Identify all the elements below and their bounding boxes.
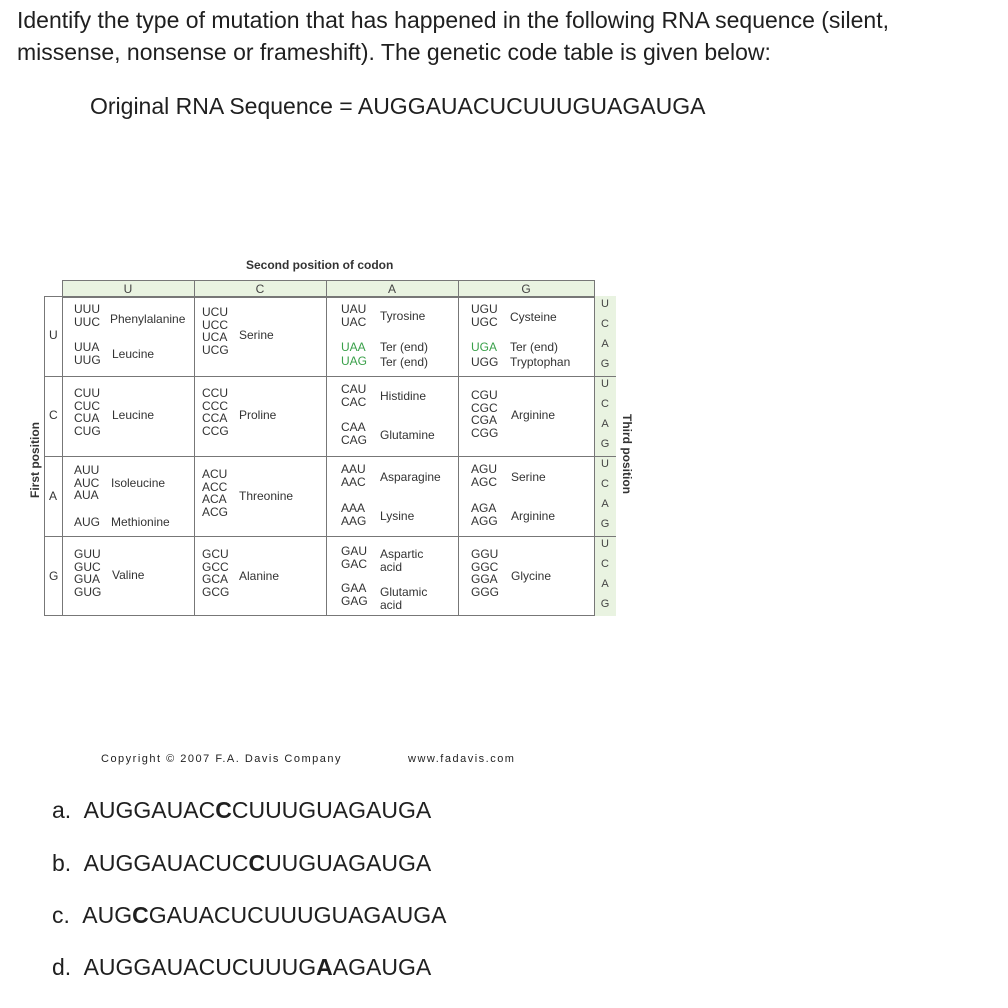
option-b-bold: C xyxy=(248,850,266,876)
option-b-pre: AUGGAUACUC xyxy=(83,850,249,876)
codons-cau-cac: CAU CAC xyxy=(341,382,367,409)
first-letter-c: C xyxy=(49,408,58,422)
codons-au: AUU AUC AUA xyxy=(74,463,100,502)
third-letter: G xyxy=(600,598,610,610)
option-d-bold: A xyxy=(316,954,333,980)
codons-ac: ACU ACC ACA ACG xyxy=(202,467,229,519)
third-letter: C xyxy=(601,478,609,490)
codon-ugg: UGG xyxy=(471,355,499,369)
codons-agu-agc: AGU AGC xyxy=(471,462,498,489)
codons-gaa-gag: GAA GAG xyxy=(341,581,368,608)
third-letter: C xyxy=(601,318,609,330)
codons-gc: GCU GCC GCA GCG xyxy=(202,547,230,599)
option-b-post: UUGUAGAUGA xyxy=(265,850,432,876)
aa-histidine: Histidine xyxy=(380,389,427,403)
third-letter: U xyxy=(601,458,609,470)
aa-asparagine: Asparagine xyxy=(380,470,441,484)
codon-uag: UAG xyxy=(341,354,368,368)
option-a-post: CUUUGUAGAUGA xyxy=(231,797,432,823)
third-letter: A xyxy=(601,578,609,590)
codons-gau-gac: GAU GAC xyxy=(341,544,368,571)
aa-proline: Proline xyxy=(239,408,277,422)
option-d-post: AGAUGA xyxy=(332,954,432,980)
aa-arginine-a: Arginine xyxy=(511,509,556,523)
codons-uau-uac: UAU UAC xyxy=(341,302,367,329)
aa-ter-uag: Ter (end) xyxy=(380,355,429,369)
option-c-letter: c. xyxy=(52,902,70,928)
aa-ter-uaa: Ter (end) xyxy=(380,340,429,354)
third-letter: G xyxy=(600,438,610,450)
option-a-bold: C xyxy=(215,797,232,823)
first-position-label: First position xyxy=(28,422,42,498)
codons-cu: CUU CUC CUA CUG xyxy=(74,386,101,438)
aa-phenylalanine: Phenylalanine xyxy=(110,312,186,326)
website-text: www.fadavis.com xyxy=(408,753,516,765)
option-a[interactable] xyxy=(52,795,431,825)
first-letter-a: A xyxy=(49,489,58,503)
option-d[interactable] xyxy=(52,952,431,982)
third-position-label: Third position xyxy=(620,414,634,494)
codons-caa-cag: CAA CAG xyxy=(341,420,368,447)
original-sequence: Original RNA Sequence = AUGGAUACUCUUUGUAGAUGA xyxy=(90,93,706,119)
codons-cc: CCU CCC CCA CCG xyxy=(202,386,229,438)
aa-ter-uga: Ter (end) xyxy=(510,340,559,354)
aa-tryptophan: Tryptophan xyxy=(510,355,571,369)
codons-uua-uug: UUA UUG xyxy=(74,340,101,367)
codons-gu: GUU GUC GUA GUG xyxy=(74,547,102,599)
option-c-bold: C xyxy=(132,902,149,928)
codons-aau-aac: AAU AAC xyxy=(341,462,366,489)
question-text: Identify the type of mutation that has happened in the following RNA sequence (silent, missense, nonsense or frameshift). The genetic code table is given below: xyxy=(17,7,890,65)
third-letter: A xyxy=(601,338,609,350)
table-title: Second position of codon xyxy=(246,258,394,272)
second-header-u: U xyxy=(62,280,194,298)
option-a-letter: a. xyxy=(52,797,72,823)
codon-aug: AUG xyxy=(74,515,101,529)
aa-alanine: Alanine xyxy=(239,569,280,583)
aa-threonine: Threonine xyxy=(239,489,294,503)
option-c-pre: AUG xyxy=(82,902,133,928)
aa-glutamine: Glutamine xyxy=(380,428,435,442)
option-b-letter: b. xyxy=(52,850,72,876)
third-letter: G xyxy=(600,358,610,370)
third-letter: U xyxy=(601,538,609,550)
option-d-pre: AUGGAUACUCUUUG xyxy=(83,954,317,980)
codons-uuu-uuc: UUU UUC xyxy=(74,302,100,329)
aa-valine: Valine xyxy=(112,568,145,582)
codons-cg: CGU CGC CGA CGG xyxy=(471,388,499,440)
third-letter: A xyxy=(601,418,609,430)
third-letter: C xyxy=(601,398,609,410)
aa-cysteine: Cysteine xyxy=(510,310,557,324)
codons-aga-agg: AGA AGG xyxy=(471,501,498,528)
codons-ugu-ugc: UGU UGC xyxy=(471,302,498,329)
aa-aspartic-acid: Aspartic acid xyxy=(380,547,424,574)
third-letter: C xyxy=(601,558,609,570)
first-letter-g: G xyxy=(49,569,59,583)
codon-uaa: UAA xyxy=(341,340,366,354)
aa-tyrosine: Tyrosine xyxy=(380,309,426,323)
first-letter-u: U xyxy=(49,328,58,342)
third-letter: U xyxy=(601,378,609,390)
second-header-g: G xyxy=(458,280,594,298)
copyright-text: Copyright © 2007 F.A. Davis Company xyxy=(101,753,342,765)
option-c-post: GAUACUCUUUGUAGAUGA xyxy=(148,902,447,928)
second-header-c: C xyxy=(194,280,326,298)
aa-glycine: Glycine xyxy=(511,569,552,583)
aa-isoleucine: Isoleucine xyxy=(111,476,166,490)
option-d-letter: d. xyxy=(52,954,72,980)
aa-leucine-u: Leucine xyxy=(112,347,155,361)
aa-lysine: Lysine xyxy=(380,509,415,523)
third-letter: G xyxy=(600,518,610,530)
second-header-a: A xyxy=(326,280,458,298)
third-letter: A xyxy=(601,498,609,510)
option-a-pre: AUGGAUAC xyxy=(83,797,216,823)
aa-serine-u: Serine xyxy=(239,328,274,342)
aa-glutamic-acid: Glutamic acid xyxy=(380,585,428,612)
codon-uga: UGA xyxy=(471,340,498,354)
codons-gg: GGU GGC GGA GGG xyxy=(471,547,500,599)
option-b[interactable] xyxy=(52,848,431,878)
aa-leucine-c: Leucine xyxy=(112,408,155,422)
aa-arginine-c: Arginine xyxy=(511,408,556,422)
option-c[interactable] xyxy=(52,900,447,930)
aa-serine-a: Serine xyxy=(511,470,546,484)
codons-aaa-aag: AAA AAG xyxy=(341,501,367,528)
codons-uc: UCU UCC UCA UCG xyxy=(202,305,229,357)
third-letter: U xyxy=(601,298,609,310)
aa-methionine: Methionine xyxy=(111,515,170,529)
